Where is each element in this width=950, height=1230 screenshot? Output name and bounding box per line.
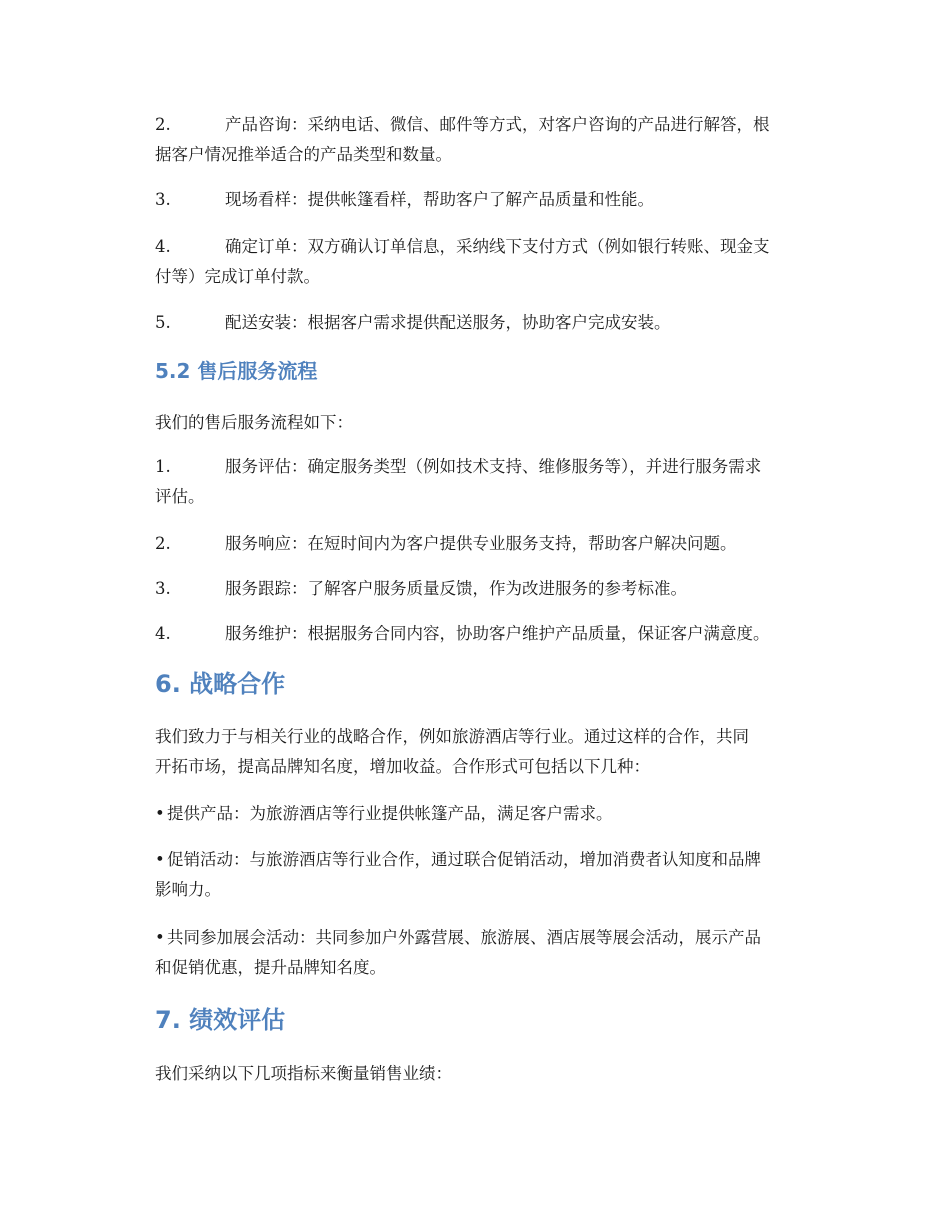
list-item [155,308,845,338]
list-text-continued: 付等）完成订单付款。 [155,267,320,286]
list-text: 服务跟踪：了解客户服务质量反馈，作为改进服务的参考标准。 [225,579,687,598]
list-number: 5. [155,313,171,332]
list-text: 产品咨询：采纳电话、微信、邮件等方式，对客户咨询的产品进行解答，根 [225,115,770,134]
list-text: 服务维护：根据服务合同内容，协助客户维护产品质量，保证客户满意度。 [225,624,770,643]
bullet-text-continued: 和促销优惠，提升品牌知名度。 [155,958,386,977]
bullet-icon: • [155,928,165,947]
list-number: 1. [155,457,171,476]
list-text: 配送安装：根据客户需求提供配送服务，协助客户完成安装。 [225,313,671,332]
list-number: 2. [155,534,171,553]
list-item [155,232,845,292]
list-number: 4. [155,624,171,643]
bullet-icon: • [155,850,165,869]
list-number: 3. [155,190,171,209]
list-text-continued: 评估。 [155,487,205,506]
list-item [155,185,845,215]
list-number: 4. [155,237,171,256]
bullet-item [155,923,845,983]
bullet-item [155,845,845,905]
list-text-continued: 据客户情况推举适合的产品类型和数量。 [155,145,452,164]
section-heading-7: 7. 绩效评估 [155,1006,286,1034]
list-text: 服务评估：确定服务类型（例如技术支持、维修服务等），并进行服务需求 [225,457,762,476]
section-intro: 我们的售后服务流程如下： [155,413,353,432]
list-text: 确定订单：双方确认订单信息，采纳线下支付方式（例如银行转账、现金支 [225,237,770,256]
bullet-text-continued: 影响力。 [155,880,221,899]
bullet-icon: • [155,804,165,823]
bullet-text: 共同参加展会活动：共同参加户外露营展、旅游展、酒店展等展会活动，展示产品 [167,928,761,947]
list-item [155,574,845,604]
list-item [155,619,845,649]
list-text: 现场看样：提供帐篷看样，帮助客户了解产品质量和性能。 [225,190,654,209]
bullet-text: 提供产品：为旅游酒店等行业提供帐篷产品，满足客户需求。 [167,804,613,823]
list-item [155,110,845,170]
list-text: 服务响应：在短时间内为客户提供专业服务支持，帮助客户解决问题。 [225,534,737,553]
section-intro: 我们采纳以下几项指标来衡量销售业绩： [155,1064,452,1083]
bullet-item [155,799,845,829]
list-item [155,529,845,559]
list-item [155,452,845,512]
intro-line: 开拓市场，提高品牌知名度，增加收益。合作形式可包括以下几种： [155,757,650,776]
bullet-text: 促销活动：与旅游酒店等行业合作，通过联合促销活动，增加消费者认知度和品牌 [167,850,761,869]
intro-line: 我们致力于与相关行业的战略合作，例如旅游酒店等行业。通过这样的合作，共同 [155,727,749,746]
list-number: 3. [155,579,171,598]
section-heading-5-2: 5.2 售后服务流程 [155,359,318,383]
section-intro [155,722,845,782]
section-heading-6: 6. 战略合作 [155,670,286,698]
list-number: 2. [155,115,171,134]
